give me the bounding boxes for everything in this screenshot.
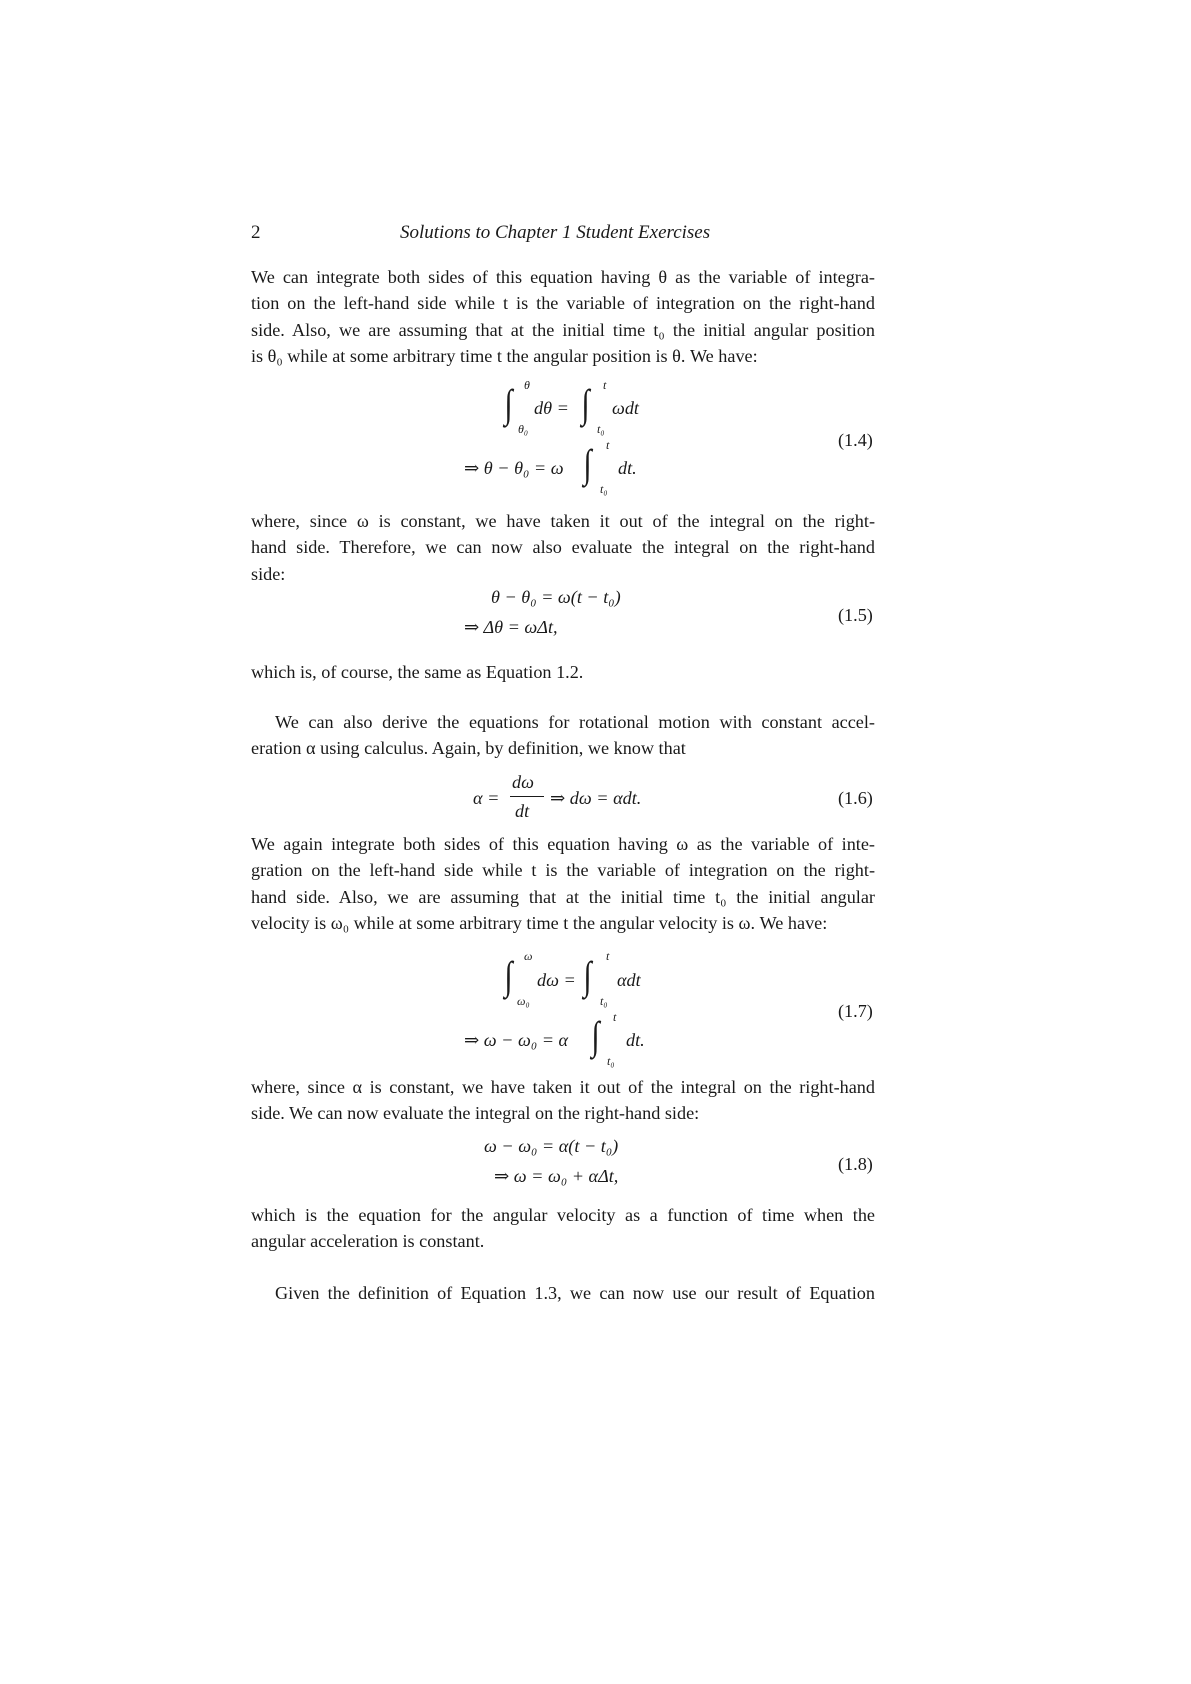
equation-text: dt. xyxy=(626,1030,645,1050)
fraction-numerator: dω xyxy=(512,772,534,792)
equation-number: (1.5) xyxy=(838,605,873,625)
text-line: side. Also, we are assuming that at the initial time t₀ the initial angular position xyxy=(251,319,875,340)
lower-limit: t₀ xyxy=(597,422,605,436)
fraction-bar xyxy=(510,796,544,797)
upper-limit: θ xyxy=(524,378,530,392)
lower-limit: t₀ xyxy=(607,1054,615,1068)
paragraph-7 xyxy=(251,1202,875,1255)
text-line: tion on the left-hand side while t is the variable of integration on the right-hand xyxy=(251,293,875,314)
text-line: hand side. Therefore, we can now also evaluate the integral on the right-hand xyxy=(251,537,875,558)
lower-limit: ω₀ xyxy=(517,994,530,1008)
paragraph-3 xyxy=(251,659,875,685)
running-title: Solutions to Chapter 1 Student Exercises xyxy=(400,222,711,243)
equation-text: α = xyxy=(473,788,500,808)
page-number: 2 xyxy=(251,222,261,243)
equation-number: (1.8) xyxy=(838,1154,873,1174)
text-line: We can integrate both sides of this equation having θ as the variable of integra- xyxy=(251,267,875,287)
paragraph-6 xyxy=(251,1074,875,1127)
text-line: is θ₀ while at some arbitrary time t the angular position is θ. We have: xyxy=(251,345,758,366)
equation-text: αdt xyxy=(617,970,641,990)
upper-limit: t xyxy=(606,949,610,963)
paragraph-1 xyxy=(251,264,875,369)
text-line: which is, of course, the same as Equation 1.2. xyxy=(251,662,584,682)
text-line: Given the definition of Equation 1.3, we can now use our result of Equation xyxy=(275,1283,875,1303)
equation-text: ⇒ dω = αdt. xyxy=(550,788,642,808)
lower-limit: θ₀ xyxy=(518,422,529,436)
equation-text: ⇒ ω = ω₀ + αΔt, xyxy=(494,1166,619,1186)
equation-text: ⇒ Δθ = ωΔt, xyxy=(464,617,558,637)
text-line: eration α using calculus. Again, by definition, we know that xyxy=(251,738,686,759)
text-line: gration on the left-hand side while t is the variable of integration on the right- xyxy=(251,860,875,881)
equation-text: dω = xyxy=(537,970,576,990)
integral-sign: ∫ xyxy=(583,441,592,486)
paragraph-5 xyxy=(251,831,875,936)
integral-sign: ∫ xyxy=(581,381,590,426)
text-line: hand side. Also, we are assuming that at the initial time t₀ the initial angular xyxy=(251,886,875,907)
upper-limit: t xyxy=(606,438,610,452)
paragraph-8 xyxy=(251,1280,875,1306)
equation-text: θ − θ₀ = ω(t − t₀) xyxy=(491,587,621,607)
equation-number: (1.4) xyxy=(838,430,873,450)
equation-text: ω − ω₀ = α(t − t₀) xyxy=(484,1136,619,1156)
equation-number: (1.6) xyxy=(838,788,873,808)
fraction-denominator: dt xyxy=(515,801,530,821)
integral-sign: ∫ xyxy=(591,1013,600,1058)
equation-text: dθ = xyxy=(534,398,569,418)
text-line: where, since α is constant, we have taken it out of the integral on the right-hand xyxy=(251,1077,875,1097)
text-line: We can also derive the equations for rotational motion with constant accel- xyxy=(275,712,875,732)
paragraph-4 xyxy=(251,709,875,762)
text-line: angular acceleration is constant. xyxy=(251,1231,485,1252)
lower-limit: t₀ xyxy=(600,994,608,1008)
upper-limit: t xyxy=(603,378,607,392)
equation-number: (1.7) xyxy=(838,1001,873,1021)
integral-sign: ∫ xyxy=(583,953,592,998)
integral-sign: ∫ xyxy=(504,381,513,426)
text-line: We again integrate both sides of this equation having ω as the variable of inte- xyxy=(251,834,875,854)
text-line: side. We can now evaluate the integral on the right-hand side: xyxy=(251,1103,700,1124)
text-line: side: xyxy=(251,563,286,584)
upper-limit: ω xyxy=(524,949,533,963)
text-line: velocity is ω₀ while at some arbitrary time t the angular velocity is ω. We have: xyxy=(251,912,828,933)
paragraph-2 xyxy=(251,508,875,587)
upper-limit: t xyxy=(613,1010,617,1024)
text-line: where, since ω is constant, we have taken it out of the integral on the right- xyxy=(251,511,875,531)
equation-text: ⇒ ω − ω₀ = α xyxy=(464,1030,569,1050)
equation-text: ωdt xyxy=(612,398,639,418)
equation-text: ⇒ θ − θ₀ = ω xyxy=(464,458,564,478)
text-line: which is the equation for the angular velocity as a function of time when the xyxy=(251,1205,875,1225)
lower-limit: t₀ xyxy=(600,482,608,496)
equation-text: dt. xyxy=(618,458,637,478)
integral-sign: ∫ xyxy=(504,953,513,998)
